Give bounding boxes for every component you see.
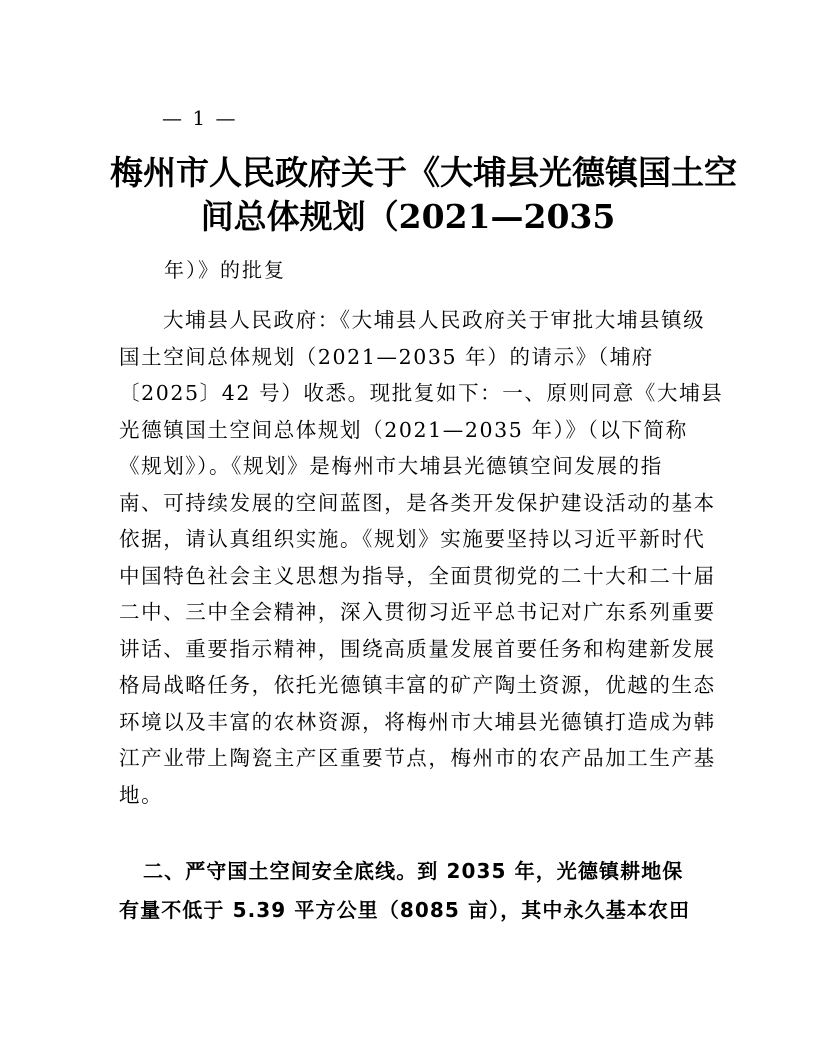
body-line: 地。 [119,782,164,807]
document-title-continuation: 年）》的批复 [164,258,286,282]
document-title-line-1: 梅州市人民政府关于《大埔县光德镇国土空 [110,153,737,192]
body-line: 国土空间总体规划（2021—2035 年）的请示》（埔府 [119,344,654,369]
body-line: 格局战略任务，依托光德镇丰富的矿产陶土资源，优越的生态 [119,673,716,697]
body-line: 《规划》）。《规划》是梅州市大埔县光德镇空间发展的指 [119,454,663,478]
section-2-line: 有量不低于 5.39 平方公里（8085 亩），其中永久基本农田 [119,898,691,922]
body-line: 光德镇国土空间总体规划（2021—2035 年）》（以下简称 [119,417,688,442]
body-line: 江产业带上陶瓷主产区重要节点，梅州市的农产品加工生产基 [119,746,716,770]
body-line: 大埔县人民政府：《大埔县人民政府关于审批大埔县镇级 [163,308,706,332]
body-line: 二中、三中全会精神，深入贯彻习近平总书记对广东系列重要 [119,600,716,624]
document-title-line-2: 间总体规划（2021—2035 [200,197,616,236]
body-line: 〔2025〕42 号）收悉。现批复如下：一、原则同意《大埔县 [119,381,724,405]
body-line: 南、可持续发展的空间蓝图，是各类开发保护建设活动的基本 [119,490,716,515]
section-2-paragraph [119,852,704,930]
body-paragraph [119,302,724,813]
body-line: 依据，请认真组织实施。《规划》实施要坚持以习近平新时代 [119,527,706,551]
body-line: 环境以及丰富的农林资源，将梅州市大埔县光德镇打造成为韩 [119,709,716,734]
body-line: 中国特色社会主义思想为指导，全面贯彻党的二十大和二十届 [119,563,716,588]
body-line: 讲话、重要指示精神，围绕高质量发展首要任务和构建新发展 [119,636,716,661]
section-2-line: 二、严守国土空间安全底线。到 2035 年，光德镇耕地保 [143,859,684,883]
page-number: — 1 — [162,106,238,130]
